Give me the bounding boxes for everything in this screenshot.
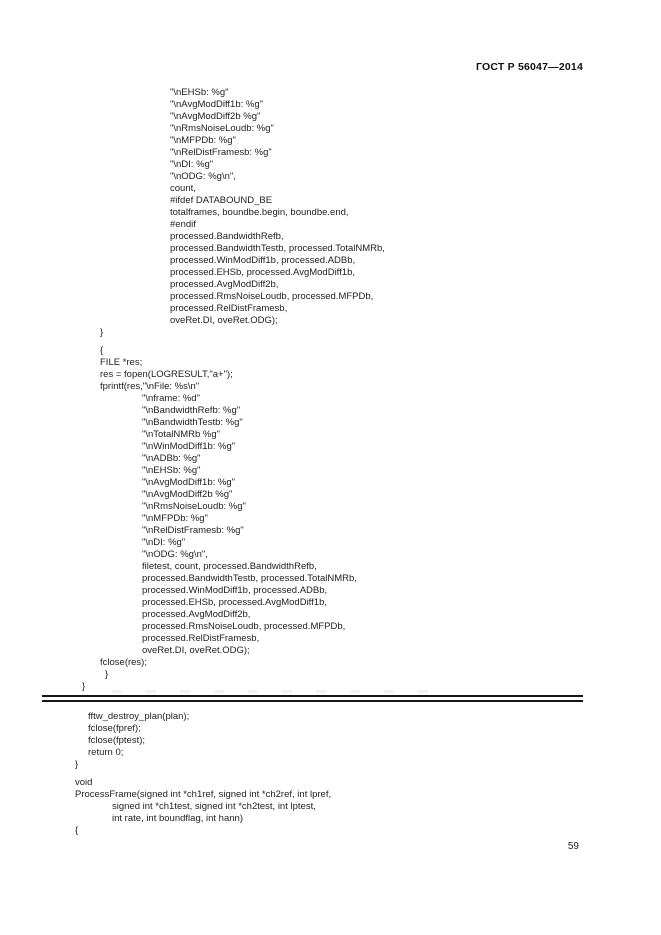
code-line: "\nADBb: %g" (142, 453, 201, 464)
code-line: res = fopen(LOGRESULT,"a+"); (100, 369, 233, 380)
code-line: processed.RmsNoiseLoudb, processed.MFPDb, (142, 621, 346, 632)
code-line: "\nAvgModDiff1b: %g" (142, 477, 236, 488)
code-line: ProcessFrame(signed int *ch1ref, signed int *ch2ref, int lpref, (75, 789, 332, 800)
code-line: oveRet.DI, oveRet.ODG); (142, 645, 250, 656)
code-line: "\nAvgModDiff2b %g" (170, 111, 261, 122)
code-line: filetest, count, processed.BandwidthRefb, (142, 561, 317, 572)
code-line: processed.WinModDiff1b, processed.ADBb, (142, 585, 328, 596)
page-number: 59 (567, 841, 579, 852)
code-line: processed.RelDistFramesb, (142, 633, 260, 644)
code-line: "\nBandwidthTestb: %g" (142, 417, 243, 428)
code-line: int rate, int boundflag, int hann) (112, 813, 243, 824)
standard-header: ГОСТ Р 56047—2014 (475, 61, 583, 73)
code-line: "\nAvgModDiff2b %g" (142, 489, 233, 500)
code-line: "\nMFPDb: %g" (142, 513, 208, 524)
code-line: "\nRmsNoiseLoudb: %g" (170, 123, 274, 134)
scan-artifact (112, 690, 452, 693)
code-line: } (75, 759, 79, 770)
code-line: processed.BandwidthRefb, (170, 231, 284, 242)
code-line: processed.EHSb, processed.AvgModDiff1b, (170, 267, 355, 278)
code-line: "\nframe: %d" (142, 393, 200, 404)
code-line: fprintf(res,"\nFile: %s\n" (100, 381, 200, 392)
code-line: processed.RelDistFramesb, (170, 303, 288, 314)
code-line: processed.WinModDiff1b, processed.ADBb, (170, 255, 356, 266)
code-line: oveRet.DI, oveRet.ODG); (170, 315, 278, 326)
code-block-main-end-processframe (42, 711, 583, 837)
code-line: "\nTotalNMRb %g" (142, 429, 221, 440)
code-line: processed.EHSb, processed.AvgModDiff1b, (142, 597, 327, 608)
code-line: processed.BandwidthTestb, processed.TotalNMRb, (142, 573, 357, 584)
code-line: { (100, 345, 104, 356)
code-line: } (100, 327, 104, 338)
code-line: "\nRmsNoiseLoudb: %g" (142, 501, 246, 512)
code-line: processed.AvgModDiff2b, (170, 279, 279, 290)
code-line: count, (170, 183, 196, 194)
code-line: "\nWinModDiff1b: %g" (142, 441, 236, 452)
code-line: "\nDI: %g" (170, 159, 214, 170)
code-line: fclose(res); (100, 657, 147, 668)
code-line: { (75, 825, 79, 836)
code-line: "\nRelDistFramesb: %g" (170, 147, 272, 158)
document-page (42, 0, 583, 935)
code-line: fftw_destroy_plan(plan); (88, 711, 190, 722)
code-line: "\nEHSb: %g" (170, 87, 229, 98)
code-line: return 0; (88, 747, 124, 758)
code-line: fclose(fpref); (88, 723, 141, 734)
code-line: processed.BandwidthTestb, processed.TotalNMRb, (170, 243, 385, 254)
code-line: fclose(fptest); (88, 735, 146, 746)
code-line: "\nBandwidthRefb: %g" (142, 405, 241, 416)
code-line: "\nDI: %g" (142, 537, 186, 548)
code-line: totalframes, boundbe.begin, boundbe.end, (170, 207, 349, 218)
code-line: signed int *ch1test, signed int *ch2test, int lptest, (112, 801, 316, 812)
code-line: } (105, 669, 109, 680)
code-line: "\nRelDistFramesb: %g" (142, 525, 244, 536)
code-line: } (82, 681, 86, 692)
code-line: #endif (170, 219, 196, 230)
code-line: "\nODG: %g\n", (170, 171, 236, 182)
code-block-fprintf-log (42, 87, 583, 693)
code-line: "\nAvgModDiff1b: %g" (170, 99, 264, 110)
code-line: #ifdef DATABOUND_BE (170, 195, 273, 206)
code-line: "\nEHSb: %g" (142, 465, 201, 476)
code-line: "\nMFPDb: %g" (170, 135, 236, 146)
code-line: "\nODG: %g\n", (142, 549, 208, 560)
code-line: void (75, 777, 93, 788)
code-line: processed.AvgModDiff2b, (142, 609, 251, 620)
section-divider-double-rule (42, 695, 583, 702)
code-line: processed.RmsNoiseLoudb, processed.MFPDb, (170, 291, 374, 302)
code-line: FILE *res; (100, 357, 143, 368)
